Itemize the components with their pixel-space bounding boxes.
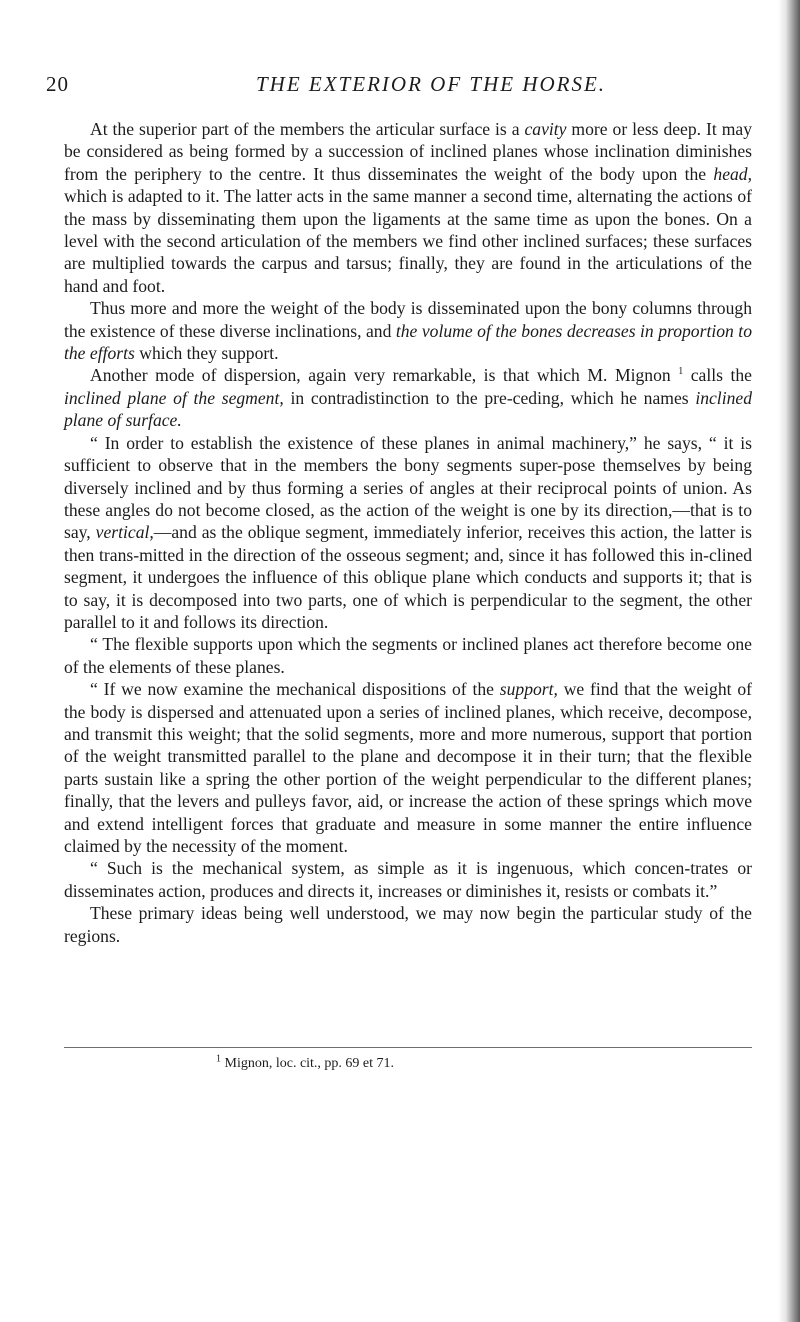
paragraph (64, 118, 752, 297)
text-run: “ Such is the mechanical system, as simple as it is ingenuous, which concen-trates or disseminates action, produces and directs it, increases or diminishes it, resists or combats it.” (64, 858, 752, 901)
paragraph (64, 432, 752, 634)
text-run: —and as the oblique segment, immediately inferior, receives this action, the latter is then trans-mitted in the direction of the osseous segment; and, since it has followed this in-clined segment, it undergoes the influence of this oblique plane which conducts and supports it; that is to say, it is decomposed into two parts, one of which is perpendicular to the segment, the other parallel to it and follows its direction. (64, 522, 752, 632)
footnote-text: Mignon, loc. cit., pp. 69 et 71. (221, 1056, 395, 1071)
italic-text: inclined plane of the segment, (64, 387, 284, 408)
footnote-reference: 1 (678, 366, 684, 378)
text-run: calls the (683, 365, 752, 386)
paragraph (64, 678, 752, 857)
running-head: THE EXTERIOR OF THE HORSE. (256, 72, 607, 96)
page-header (46, 72, 766, 102)
italic-text: head, (713, 163, 752, 184)
paragraph (64, 364, 752, 431)
italic-text: cavity (524, 119, 567, 139)
italic-text: the volume of the bones decreases in proportion to the efforts (64, 320, 752, 364)
paragraph (64, 902, 752, 947)
text-run: we find that the weight of the body is dispersed and attenuated upon a series of inclined planes, which receive, decompose, and transmit this weight; that the solid segments, more and more numerous, support that portion of the weight transmitted parallel to the plane and decompose it in their turn; that the flexible parts sustain like a spring the other portion of the weight perpendicular to the different planes; finally, that the levers and pulleys favor, aid, or increase the action of these springs which move and extend intelligent forces that graduate and measure in some manner the entire influence claimed by the necessity of the moment. (64, 679, 752, 856)
italic-text: support, (499, 679, 558, 700)
text-run: Another mode of dispersion, again very remarkable, is that which M. Mignon (90, 365, 679, 386)
text-run: “ The flexible supports upon which the segments or inclined planes act therefore become one of the elements of these planes. (64, 634, 752, 677)
text-run: in contradistinction to the pre-ceding, which he names (283, 387, 696, 408)
text-run: “ If we now examine the mechanical dispositions of the (90, 679, 500, 700)
text-run: Thus more and more the weight of the body is disseminated upon the bony columns through the existence of these diverse inclinations, and (64, 298, 752, 341)
italic-text: inclined plane of surface. (64, 387, 752, 431)
italic-text: vertical, (95, 522, 154, 543)
page-edge-shadow (778, 0, 800, 1322)
body-text (64, 118, 752, 947)
text-run: At the superior part of the members the articular surface is a (90, 119, 525, 139)
text-run: which is adapted to it. The latter acts in the same manner a second time, alternating the actions of the mass by disseminating them upon the ligaments at the same time as upon the bones. On a level with the second articulation of the members we find other inclined surfaces; these surfaces are multiplied towards the carpus and tarsus; finally, they are found in the articulations of the hand and foot. (64, 186, 752, 296)
paragraph (64, 633, 752, 678)
text-run: “ In order to establish the existence of these planes in animal machinery,” he says, “ it is sufficient to observe that in the members the bony segments super-pose themselves by being diversely inclined and by thus forming a series of angles at their reciprocal points of union. As these angles do not become closed, as the action of the weight is one by its direction,—that is to say, (64, 432, 752, 543)
page-number: 20 (46, 72, 69, 96)
text-run: which they support. (134, 343, 279, 364)
footnote-rule (64, 1047, 752, 1048)
text-run: more or less deep. It may be considered as being formed by a succession of inclined planes whose inclination diminishes from the periphery to the centre. It thus disseminates the weight of the body upon the (64, 119, 752, 184)
footnote (216, 1053, 395, 1072)
text-run: These primary ideas being well understood, we may now begin the particular study of the regions. (64, 903, 752, 946)
paragraph (64, 857, 752, 902)
footnote-marker: 1 (216, 1053, 221, 1065)
paragraph (64, 297, 752, 364)
